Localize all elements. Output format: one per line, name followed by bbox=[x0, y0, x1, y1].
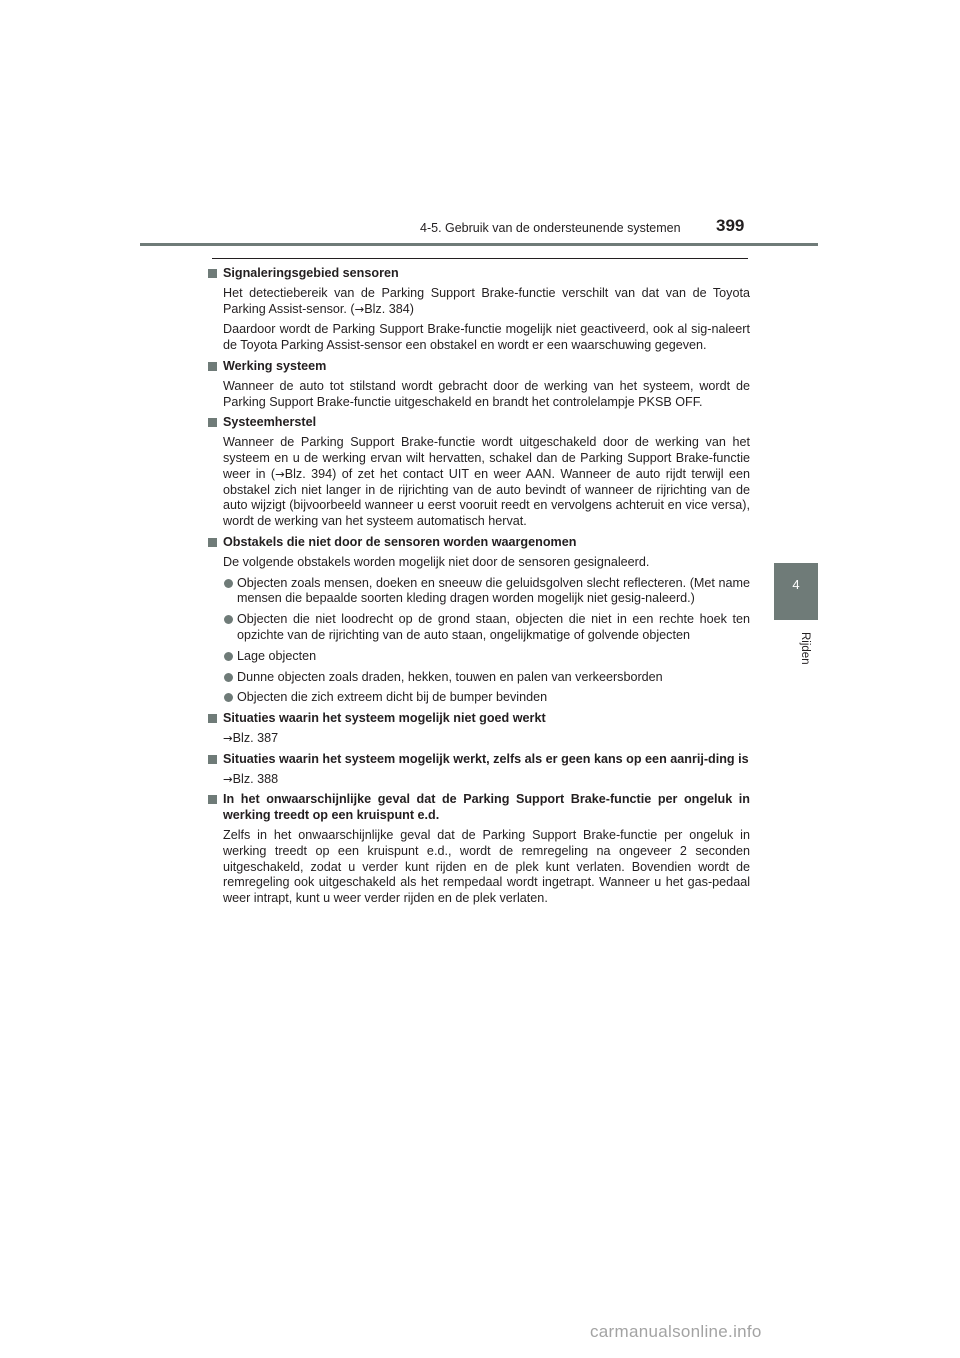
page-header-title: 4-5. Gebruik van de ondersteunende systemen bbox=[420, 221, 681, 235]
section-heading: Signaleringsgebied sensoren bbox=[208, 266, 750, 282]
paragraph: Wanneer de Parking Support Brake-functie wordt uitgeschakeld door de werking van het systeem en u de werking ervan wilt hervatten, schakel dan de Parking Support Brake-functie weer in (→Blz. 394) of zet het contact UIT en weer AAN. Wanneer de auto rijdt terwijl een obstakel zich niet langer in de rijrichting van de auto bevindt of wanneer de rijrichting van de auto wijzigt (bijvoorbeeld wanneer u eerst vooruit reedt en vervolgens achteruit en vice versa), wordt de werking van het systeem automatisch hervat. bbox=[223, 435, 750, 529]
list-item: Objecten zoals mensen, doeken en sneeuw die geluidsgolven slecht reflecteren. (Met name mensen die bepaalde soorten kleding dragen worden mogelijk niet gesig-naleerd.) bbox=[223, 576, 750, 608]
section-heading: Systeemherstel bbox=[208, 415, 750, 431]
page-reference: →Blz. 388 bbox=[223, 771, 279, 786]
square-bullet-icon bbox=[208, 362, 217, 371]
arrow-right-icon: → bbox=[223, 771, 233, 786]
round-bullet-icon bbox=[224, 693, 233, 702]
watermark: carmanualsonline.info bbox=[590, 1322, 762, 1341]
page-content bbox=[208, 266, 750, 912]
page-reference: →Blz. 387 bbox=[223, 730, 279, 745]
section-heading: In het onwaarschijnlijke geval dat de Parking Support Brake-functie per ongeluk in werking treedt op een kruispunt e.d. bbox=[208, 792, 750, 824]
section-heading: Situaties waarin het systeem mogelijk werkt, zelfs als er geen kans op een aanrij-ding is bbox=[208, 752, 750, 768]
paragraph: De volgende obstakels worden mogelijk niet door de sensoren gesignaleerd. bbox=[223, 554, 650, 569]
section-kruispunt bbox=[208, 792, 750, 907]
section-heading: Obstakels die niet door de sensoren worden waargenomen bbox=[208, 535, 750, 551]
square-bullet-icon bbox=[208, 269, 217, 278]
list-item: Objecten die zich extreem dicht bij de bumper bevinden bbox=[223, 690, 750, 706]
section-situaties-niet-goed bbox=[208, 711, 750, 747]
section-signaleringsgebied bbox=[208, 266, 750, 354]
section-situaties-geen-kans bbox=[208, 752, 750, 788]
square-bullet-icon bbox=[208, 714, 217, 723]
square-bullet-icon bbox=[208, 418, 217, 427]
square-bullet-icon bbox=[208, 755, 217, 764]
chapter-number: 4 bbox=[792, 577, 800, 592]
round-bullet-icon bbox=[224, 615, 233, 624]
square-bullet-icon bbox=[208, 795, 217, 804]
list-item: Lage objecten bbox=[223, 649, 750, 665]
page-number: 399 bbox=[716, 216, 745, 235]
list-item: Dunne objecten zoals draden, hekken, touwen en palen van verkeersborden bbox=[223, 670, 750, 686]
paragraph: Zelfs in het onwaarschijnlijke geval dat de Parking Support Brake-functie per ongeluk in werking treedt op een kruispunt e.d., wordt de remregeling na ongeveer 2 seconden uitgeschakeld, zodat u verder kunt rijden en de plek kunt verlaten. Bovendien wordt de remregeling ook uitgeschakeld als het rempedaal wordt ingetrapt. Wanneer u het gas-pedaal weer intrapt, kunt u weer verder rijden en de plek verlaten. bbox=[223, 827, 750, 906]
section-werking-systeem bbox=[208, 359, 750, 410]
section-heading: Situaties waarin het systeem mogelijk niet goed werkt bbox=[208, 711, 750, 727]
round-bullet-icon bbox=[224, 673, 233, 682]
section-heading: Werking systeem bbox=[208, 359, 750, 375]
round-bullet-icon bbox=[224, 579, 233, 588]
paragraph: Wanneer de auto tot stilstand wordt gebracht door de werking van het systeem, wordt de Parking Support Brake-functie uitgeschakeld en brandt het controlelampje PKSB OFF. bbox=[223, 378, 750, 409]
square-bullet-icon bbox=[208, 538, 217, 547]
list-item: Objecten die niet loodrecht op de grond staan, objecten die niet in een rechte hoek ten opzichte van de rijrichting van de auto staan, ongelijkmatige of golvende objecten bbox=[223, 612, 750, 644]
content-divider bbox=[212, 258, 748, 259]
paragraph: Het detectiebereik van de Parking Support Brake-functie verschilt van dat van de Toyota Parking Assist-sensor. (→Blz. 384) bbox=[223, 285, 750, 316]
chapter-label: Rijden bbox=[799, 632, 811, 665]
section-systeemherstel bbox=[208, 415, 750, 530]
section-obstakels bbox=[208, 535, 750, 706]
round-bullet-icon bbox=[224, 652, 233, 661]
arrow-right-icon: → bbox=[354, 301, 365, 316]
arrow-right-icon: → bbox=[275, 466, 285, 481]
arrow-right-icon: → bbox=[223, 730, 233, 745]
paragraph: Daardoor wordt de Parking Support Brake-functie mogelijk niet geactiveerd, ook al sig-naleert de Toyota Parking Assist-sensor een obstakel en wordt er een waarschuwing gegeven. bbox=[223, 322, 750, 353]
chapter-tab bbox=[774, 563, 818, 620]
header-divider bbox=[140, 243, 818, 246]
